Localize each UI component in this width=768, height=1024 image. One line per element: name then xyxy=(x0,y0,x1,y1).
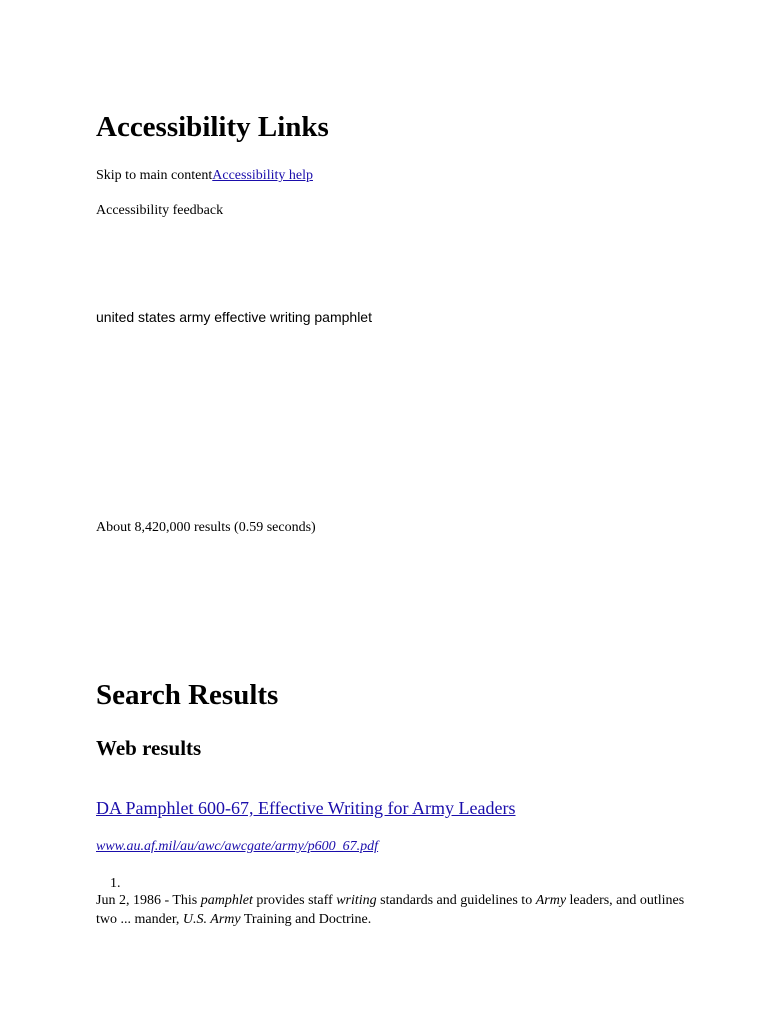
accessibility-feedback[interactable]: Accessibility feedback xyxy=(96,203,224,218)
skip-to-main-content-link[interactable]: Skip to main content xyxy=(96,168,213,183)
web-results-heading: Web results xyxy=(96,736,202,760)
snippet-text: provides staff xyxy=(252,893,337,908)
snippet-text: Jun 2, 1986 - This xyxy=(96,893,201,908)
result-url-link[interactable]: www.au.af.mil/au/awc/awcgate/army/p600_67.pdf xyxy=(96,839,379,854)
snippet-text: leaders, and outlines two ... mander, xyxy=(96,893,685,927)
accessibility-heading: Accessibility Links xyxy=(96,111,329,143)
result-stats: About 8,420,000 results (0.59 seconds) xyxy=(96,520,316,535)
snippet-text: Training and Doctrine. xyxy=(240,911,372,927)
accessibility-links-row xyxy=(96,167,313,185)
snippet-highlight: writing xyxy=(336,893,377,908)
result-title-link[interactable]: DA Pamphlet 600-67, Effective Writing for Army Leaders xyxy=(96,798,516,818)
search-results-heading: Search Results xyxy=(96,679,279,711)
snippet-text: standards and guidelines to xyxy=(376,893,536,908)
snippet-highlight: Army xyxy=(535,893,567,908)
result-snippet xyxy=(96,892,686,930)
search-query[interactable]: united states army effective writing pamphlet xyxy=(96,309,372,325)
accessibility-help-link[interactable]: Accessibility help xyxy=(212,168,313,183)
snippet-highlight: U.S. Army xyxy=(182,911,241,927)
snippet-highlight: pamphlet xyxy=(200,893,253,908)
result-number: 1. xyxy=(110,876,121,891)
